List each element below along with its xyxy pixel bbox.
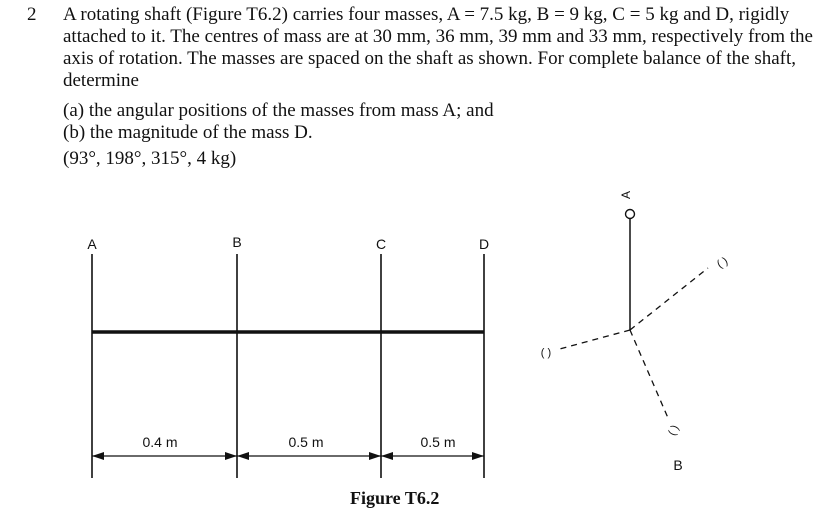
spacing-label-bc: 0.5 m <box>288 434 324 450</box>
plane-label-d: D <box>478 236 490 252</box>
spacing-label-ab: 0.4 m <box>142 434 178 450</box>
end-view-label-a: A <box>619 190 633 200</box>
answer: (93°, 198°, 315°, 4 kg) <box>63 148 237 169</box>
problem-statement: A rotating shaft (Figure T6.2) carries four masses, A = 7.5 kg, B = 9 kg, C = 5 kg and D, rigidly attached to it. The centres of mass are at 30 mm, 36 mm, 39 mm and 33 mm, respectively from the axis of rotation. The masses are spaced on the shaft as shown. For complete balance of the shaft, determine <box>63 4 813 91</box>
end-view-mass-a <box>626 210 635 219</box>
problem-number: 2 <box>27 4 37 25</box>
spacing-label-cd: 0.5 m <box>420 434 456 450</box>
plane-label-c: C <box>375 236 387 252</box>
end-view-mass-right: ( ) <box>715 255 730 271</box>
plane-label-a: A <box>87 236 97 252</box>
end-view-arm-b <box>630 330 668 418</box>
end-view-mass-left: ( ) <box>540 347 552 359</box>
end-view-arm-right <box>630 268 708 330</box>
end-view-arm-left <box>556 330 630 350</box>
end-view-label-b: B <box>673 457 683 473</box>
part-b: (b) the magnitude of the mass D. <box>63 122 313 143</box>
figure-caption: Figure T6.2 <box>350 488 440 508</box>
plane-label-b: B <box>232 234 242 250</box>
end-view-mass-b: ( ) <box>666 423 682 438</box>
part-a: (a) the angular positions of the masses from mass A; and <box>63 100 494 121</box>
